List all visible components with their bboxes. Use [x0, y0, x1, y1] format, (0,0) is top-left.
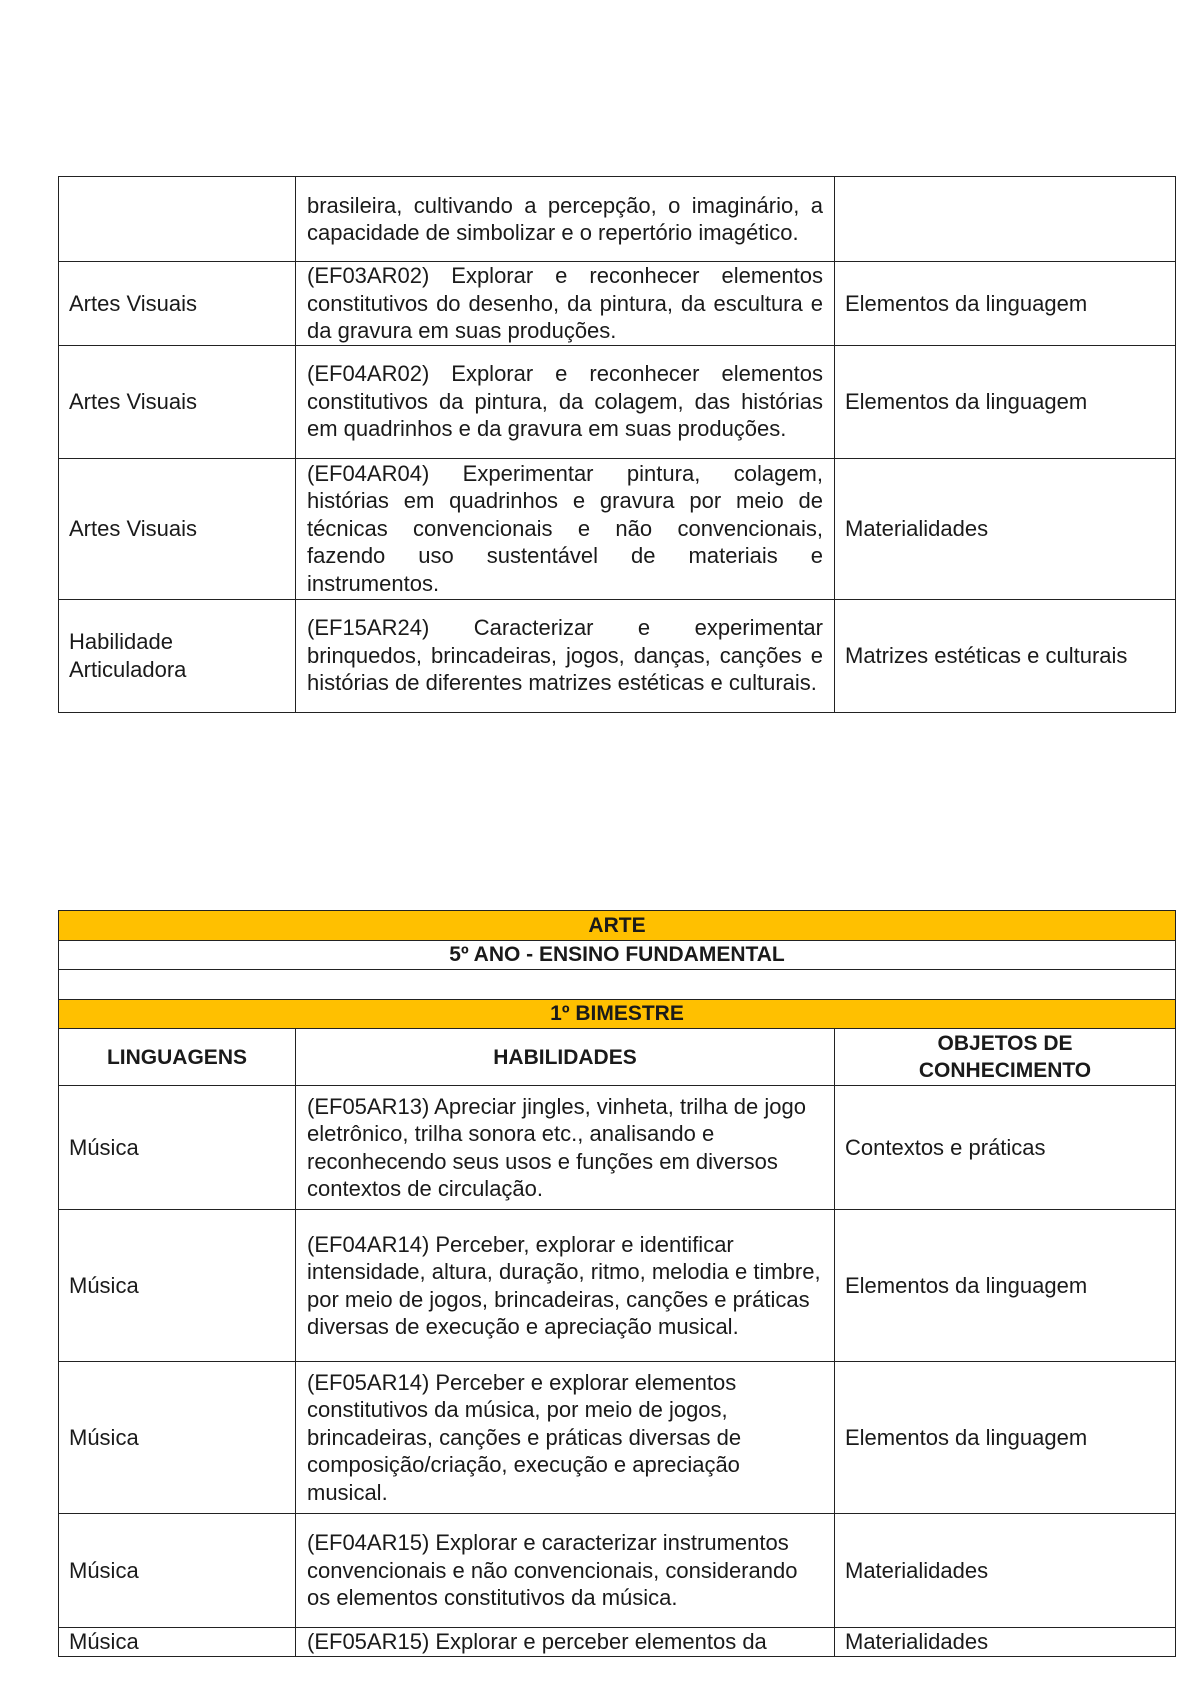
- habilidade-cell: (EF05AR14) Perceber e explorar elementos constitutivos da música, por meio de jogos, brincadeiras, canções e práticas diversas de composição/criação, execução e apreciação musical.: [296, 1362, 835, 1514]
- subject-banner: [59, 911, 1176, 941]
- linguagem-cell: Habilidade Articuladora: [59, 599, 296, 712]
- objeto-cell: Elementos da linguagem: [835, 262, 1176, 346]
- habilidade-cell: (EF05AR13) Apreciar jingles, vinheta, trilha de jogo eletrônico, trilha sonora etc., analisando e reconhecendo seus usos e funções em diversos contextos de circulação.: [296, 1086, 835, 1210]
- blank-cell: [59, 970, 1176, 1000]
- table-row: [59, 458, 1176, 599]
- table-row: [59, 1086, 1176, 1210]
- grade-title: 5º ANO - ENSINO FUNDAMENTAL: [59, 941, 1176, 970]
- objeto-cell: Elementos da linguagem: [835, 1210, 1176, 1362]
- header-row: [59, 1029, 1176, 1086]
- linguagem-cell: Artes Visuais: [59, 345, 296, 458]
- header-habilidades: HABILIDADES: [296, 1029, 835, 1086]
- table-row: [59, 262, 1176, 346]
- table-row: [59, 1210, 1176, 1362]
- habilidade-cell: (EF04AR14) Perceber, explorar e identificar intensidade, altura, duração, ritmo, melodia e timbre, por meio de jogos, brincadeiras, canções e práticas diversas de execução e apreciação musical.: [296, 1210, 835, 1362]
- header-objetos: OBJETOS DE CONHECIMENTO: [835, 1029, 1176, 1086]
- habilidade-cell: (EF05AR15) Explorar e perceber elementos da: [296, 1628, 835, 1657]
- subject-title: ARTE: [59, 911, 1176, 941]
- linguagem-cell: Música: [59, 1628, 296, 1657]
- habilidade-cell: (EF04AR15) Explorar e caracterizar instrumentos convencionais e não convencionais, considerando os elementos constitutivos da música.: [296, 1514, 835, 1628]
- arte-5-ano-table: [58, 910, 1176, 1657]
- habilidade-cell: brasileira, cultivando a percepção, o imaginário, a capacidade de simbolizar e o repertório imagético.: [296, 177, 835, 262]
- habilidade-cell: (EF15AR24) Caracterizar e experimentar brinquedos, brincadeiras, jogos, danças, canções e histórias de diferentes matrizes estéticas e culturais.: [296, 599, 835, 712]
- objeto-cell: Materialidades: [835, 1628, 1176, 1657]
- table-row: [59, 1362, 1176, 1514]
- objeto-cell: Materialidades: [835, 1514, 1176, 1628]
- habilidade-cell: (EF03AR02) Explorar e reconhecer elementos constitutivos do desenho, da pintura, da escultura e da gravura em suas produções.: [296, 262, 835, 346]
- objeto-cell: [835, 177, 1176, 262]
- bimester-banner: [59, 1000, 1176, 1029]
- linguagem-cell: [59, 177, 296, 262]
- table-row: [59, 177, 1176, 262]
- objeto-cell: Contextos e práticas: [835, 1086, 1176, 1210]
- table-row: [59, 345, 1176, 458]
- linguagem-cell: Música: [59, 1210, 296, 1362]
- objeto-cell: Elementos da linguagem: [835, 1362, 1176, 1514]
- linguagem-cell: Música: [59, 1362, 296, 1514]
- objeto-cell: Materialidades: [835, 458, 1176, 599]
- blank-row: [59, 970, 1176, 1000]
- linguagem-cell: Música: [59, 1086, 296, 1210]
- table-row: [59, 1514, 1176, 1628]
- linguagem-cell: Artes Visuais: [59, 458, 296, 599]
- header-linguagens: LINGUAGENS: [59, 1029, 296, 1086]
- habilidade-cell: (EF04AR02) Explorar e reconhecer elementos constitutivos da pintura, da colagem, das histórias em quadrinhos e da gravura em suas produções.: [296, 345, 835, 458]
- table-row: [59, 1628, 1176, 1657]
- grade-row: [59, 941, 1176, 970]
- objeto-cell: Matrizes estéticas e culturais: [835, 599, 1176, 712]
- table-row: [59, 599, 1176, 712]
- habilidade-cell: (EF04AR04) Experimentar pintura, colagem, histórias em quadrinhos e gravura por meio de técnicas convencionais e não convencionais, fazendo uso sustentável de materiais e instrumentos.: [296, 458, 835, 599]
- linguagem-cell: Artes Visuais: [59, 262, 296, 346]
- objeto-cell: Elementos da linguagem: [835, 345, 1176, 458]
- skills-table-continued: [58, 176, 1176, 713]
- bimester-title: 1º BIMESTRE: [59, 1000, 1176, 1029]
- linguagem-cell: Música: [59, 1514, 296, 1628]
